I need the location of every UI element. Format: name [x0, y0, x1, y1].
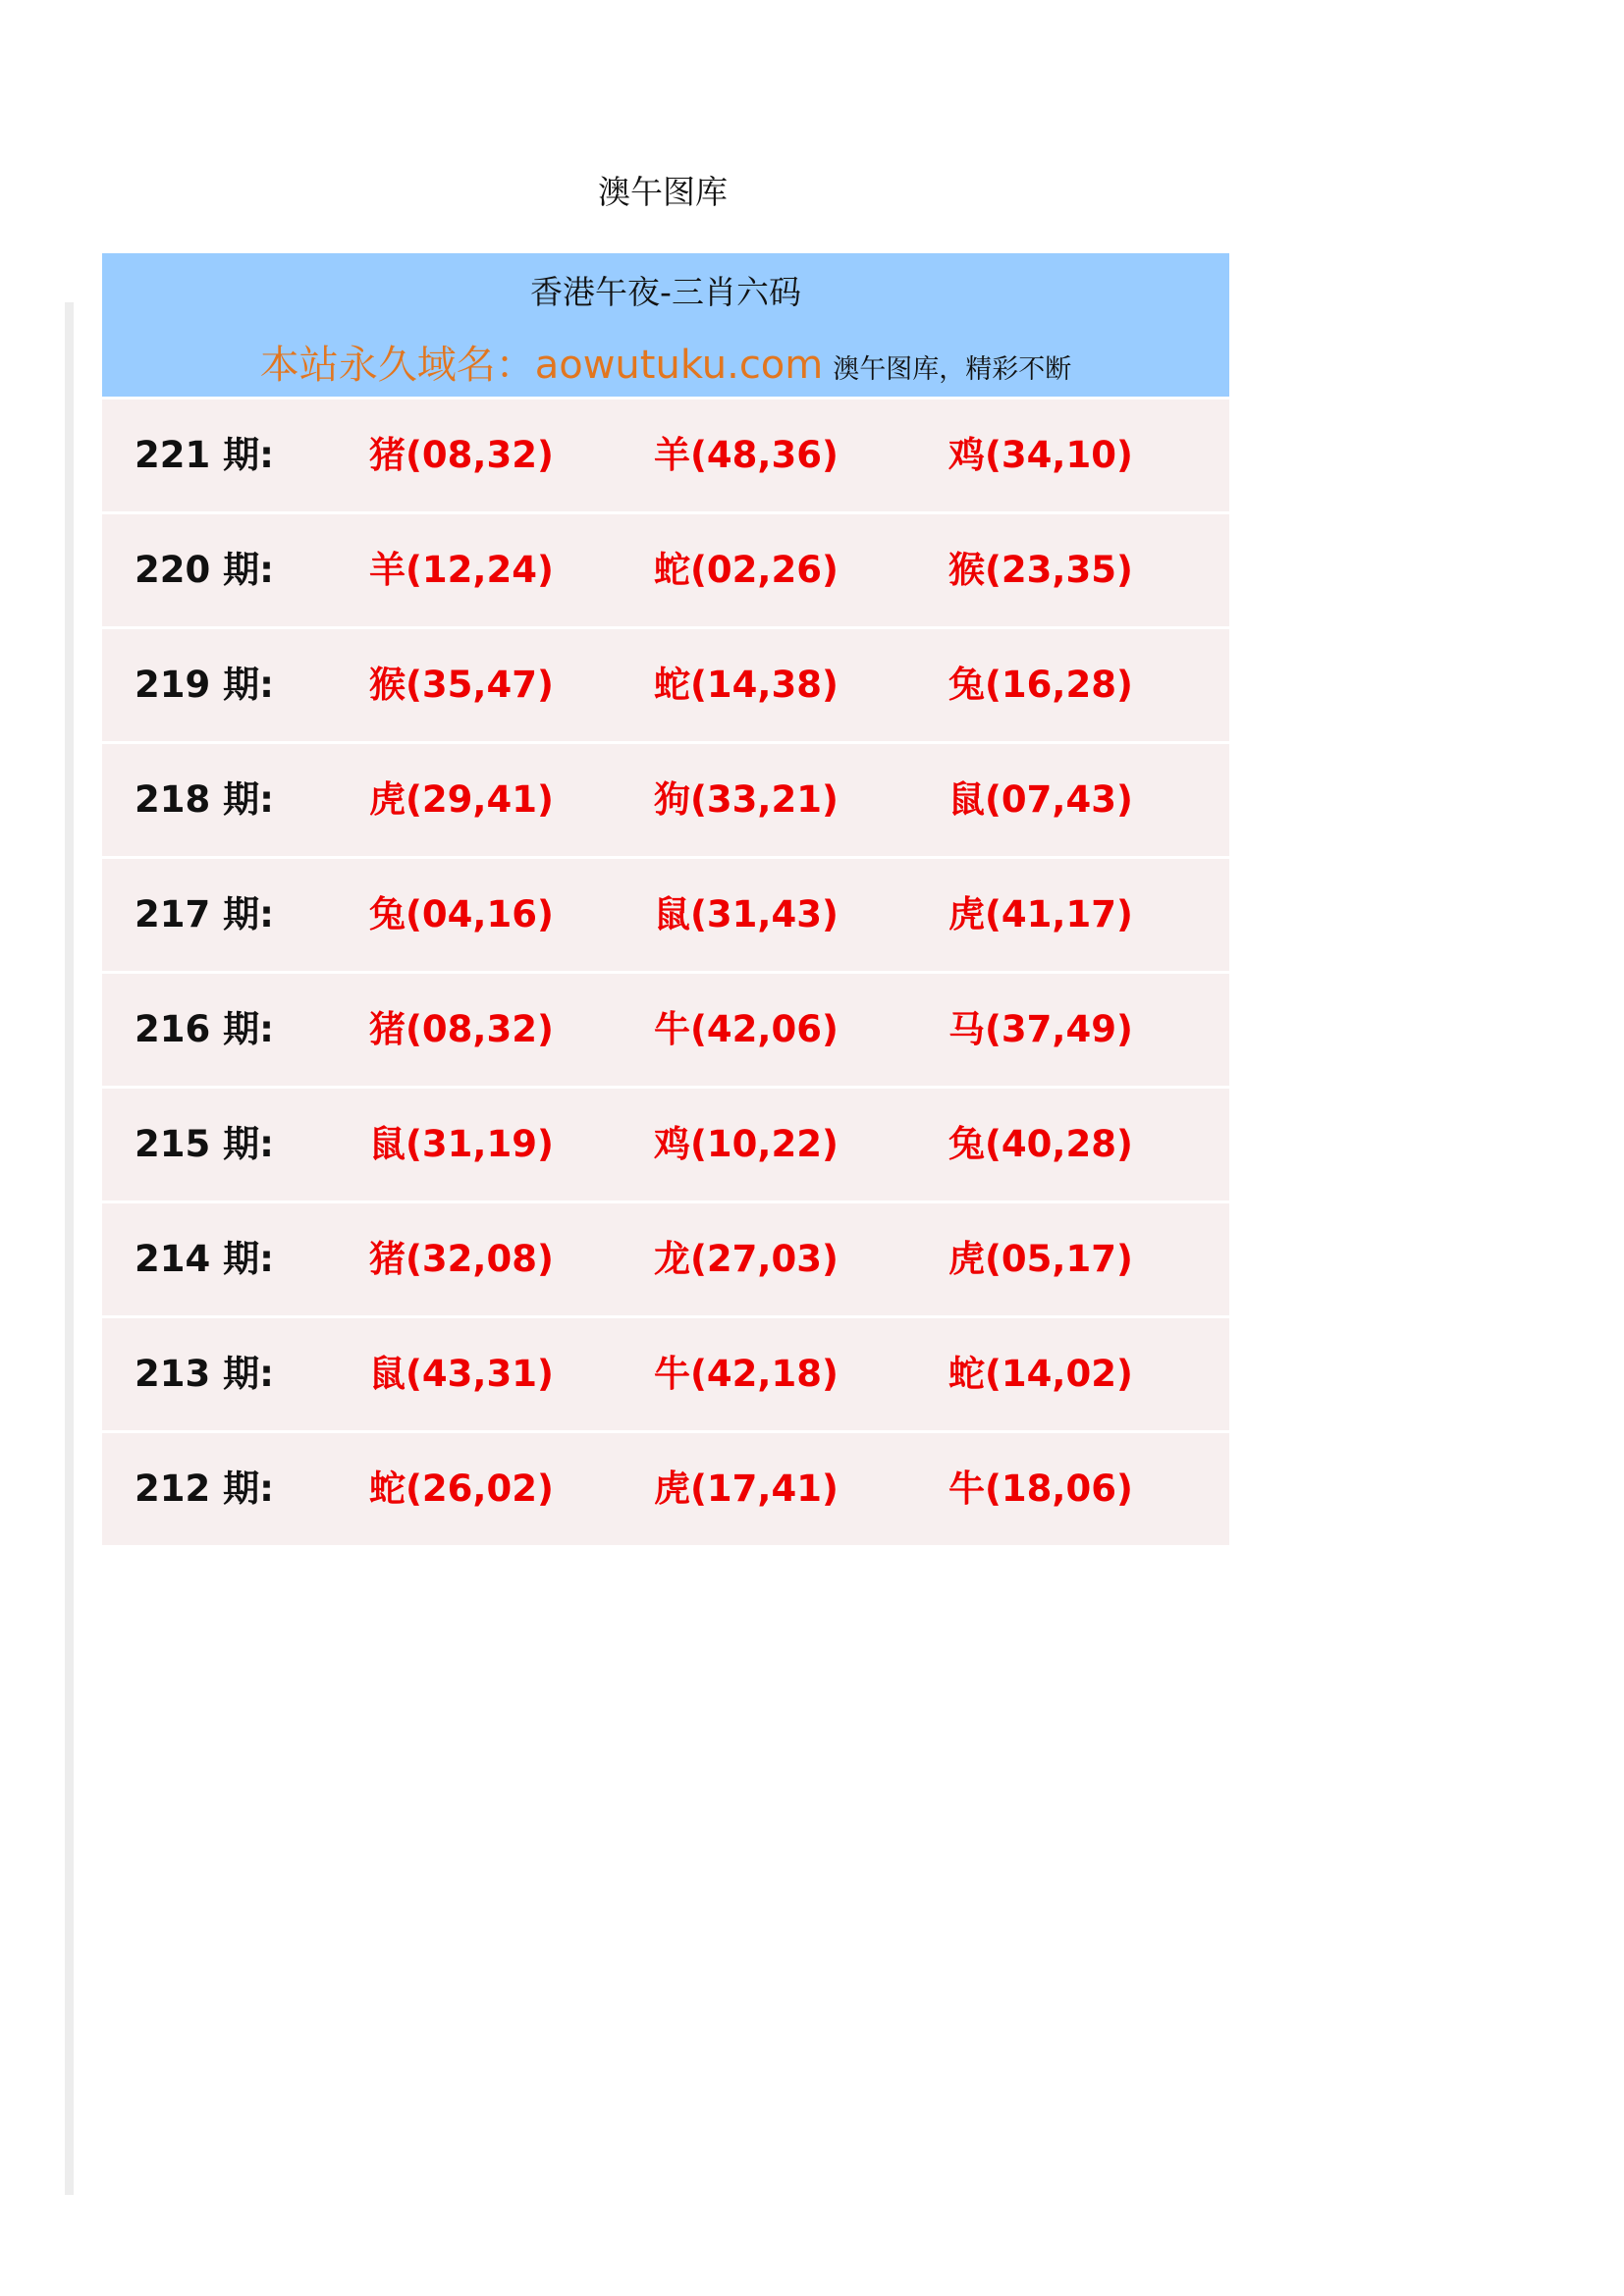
- pick-3: 兔(16,28): [948, 664, 1133, 706]
- pick-1: 猪(08,32): [369, 1008, 554, 1050]
- period-label: 217 期:: [135, 893, 274, 935]
- period-label: 218 期:: [135, 778, 274, 821]
- pick-3: 蛇(14,02): [948, 1353, 1133, 1395]
- pick-3: 虎(05,17): [948, 1238, 1133, 1280]
- pick-2: 牛(42,06): [654, 1008, 839, 1050]
- table-row: [102, 400, 1229, 511]
- pick-1: 虎(29,41): [369, 778, 554, 821]
- pick-2: 羊(48,36): [654, 434, 839, 476]
- domain-label: 本站永久域名：aowutuku.com: [259, 343, 824, 388]
- pick-3: 猴(23,35): [948, 549, 1133, 591]
- period-label: 219 期:: [135, 664, 274, 706]
- pick-2: 牛(42,18): [654, 1353, 839, 1395]
- pick-2: 鸡(10,22): [654, 1123, 839, 1165]
- sheet-heading: 香港午夜-三肖六码: [530, 273, 801, 311]
- table-row: [102, 1318, 1229, 1430]
- period-label: 215 期:: [135, 1123, 274, 1165]
- table-row: [102, 974, 1229, 1086]
- period-label: 213 期:: [135, 1353, 274, 1395]
- pick-3: 马(37,49): [948, 1008, 1133, 1050]
- sheet-header: [102, 253, 1229, 397]
- table-row: [102, 1089, 1229, 1201]
- period-label: 220 期:: [135, 549, 274, 591]
- table-row: [102, 744, 1229, 856]
- prediction-sheet: [102, 253, 1229, 1545]
- pick-3: 虎(41,17): [948, 893, 1133, 935]
- pick-3: 鸡(34,10): [948, 434, 1133, 476]
- pick-2: 蛇(02,26): [654, 549, 839, 591]
- domain-tagline: 澳午图库，精彩不断: [833, 354, 1072, 385]
- pick-1: 兔(04,16): [369, 893, 554, 935]
- table-row: [102, 1203, 1229, 1315]
- pick-2: 虎(17,41): [654, 1468, 839, 1510]
- pick-3: 牛(18,06): [948, 1468, 1133, 1510]
- table-row: [102, 859, 1229, 971]
- period-label: 221 期:: [135, 434, 274, 476]
- left-margin-rule: [65, 302, 74, 2195]
- table-row: [102, 1433, 1229, 1545]
- pick-1: 蛇(26,02): [369, 1468, 554, 1510]
- domain-line: [102, 334, 1229, 390]
- pick-3: 鼠(07,43): [948, 778, 1133, 821]
- table-row: [102, 629, 1229, 741]
- pick-2: 龙(27,03): [654, 1238, 839, 1280]
- pick-1: 鼠(43,31): [369, 1353, 554, 1395]
- pick-1: 鼠(31,19): [369, 1123, 554, 1165]
- pick-1: 猴(35,47): [369, 664, 554, 706]
- period-label: 212 期:: [135, 1468, 274, 1510]
- period-label: 216 期:: [135, 1008, 274, 1050]
- pick-2: 蛇(14,38): [654, 664, 839, 706]
- pick-2: 鼠(31,43): [654, 893, 839, 935]
- pick-2: 狗(33,21): [654, 778, 839, 821]
- prediction-rows: [102, 400, 1229, 1545]
- pick-1: 猪(32,08): [369, 1238, 554, 1280]
- pick-3: 兔(40,28): [948, 1123, 1133, 1165]
- period-label: 214 期:: [135, 1238, 274, 1280]
- pick-1: 羊(12,24): [369, 549, 554, 591]
- table-row: [102, 514, 1229, 626]
- pick-1: 猪(08,32): [369, 434, 554, 476]
- page-title: 澳午图库: [598, 173, 728, 211]
